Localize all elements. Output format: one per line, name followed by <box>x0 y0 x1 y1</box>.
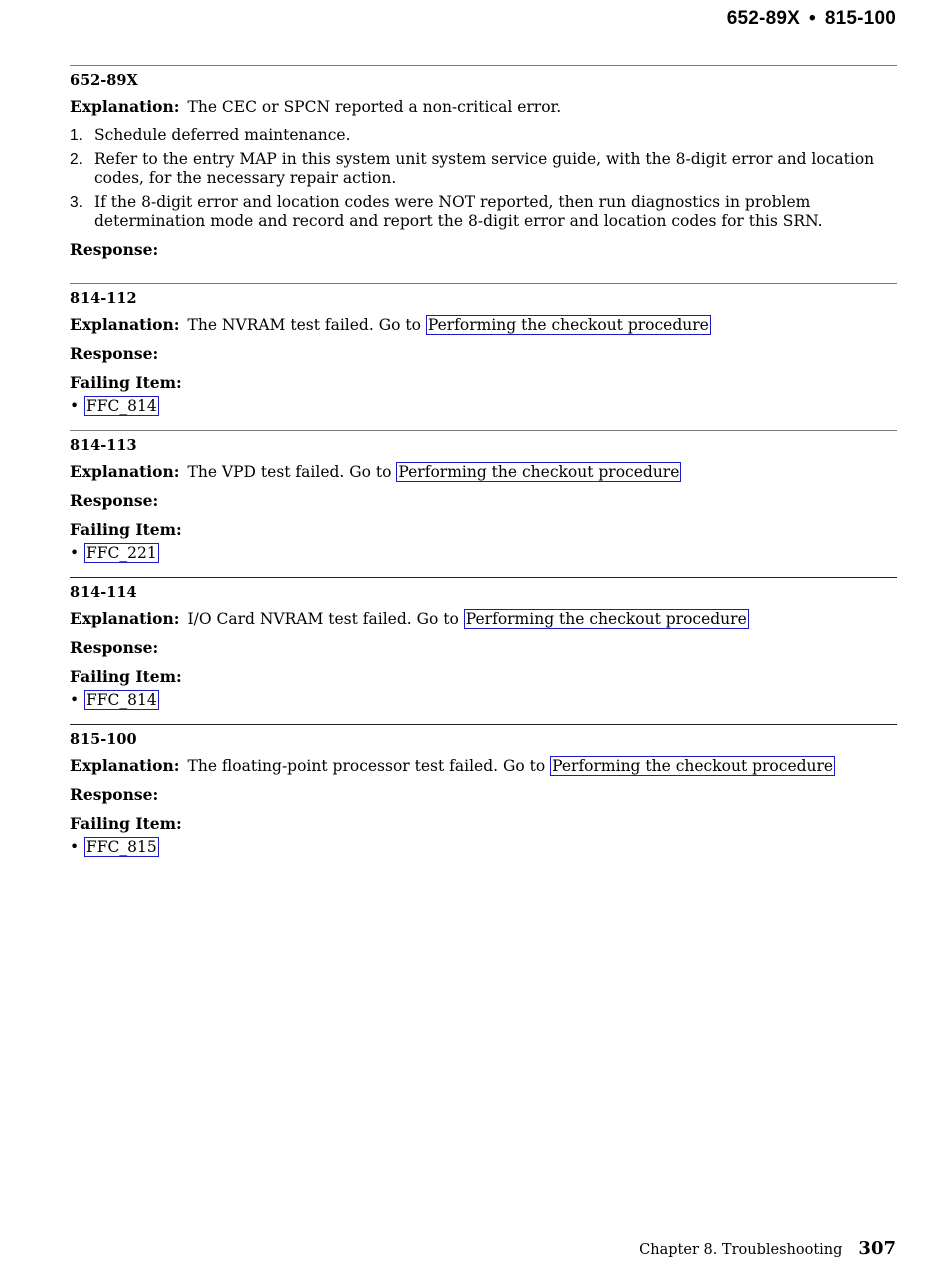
step-number: 1. <box>70 127 83 144</box>
explanation-text: I/O Card NVRAM test failed. Go to <box>187 610 459 628</box>
explanation-text: The CEC or SPCN reported a non-critical error. <box>187 98 562 116</box>
failing-item <box>70 690 897 710</box>
explanation-label: Explanation: <box>70 756 180 775</box>
failing-item <box>70 396 897 416</box>
header-last-code: 815-100 <box>824 8 896 29</box>
step-text: Refer to the entry MAP in this system unit system service guide, with the 8-digit error and location codes, for the necessary repair action. <box>94 150 875 187</box>
explanation-label: Explanation: <box>70 97 180 116</box>
srn-list <box>70 65 897 871</box>
step-item <box>70 150 897 188</box>
failing-item-label: Failing Item: <box>70 814 182 833</box>
srn-entry-814-112 <box>70 283 897 430</box>
explanation-label: Explanation: <box>70 315 180 334</box>
failing-item <box>70 543 897 563</box>
failing-item <box>70 837 897 857</box>
bullet: • <box>70 397 80 415</box>
step-number: 3. <box>70 194 83 211</box>
ffc-link[interactable]: FFC_221 <box>86 544 157 562</box>
failing-item-label: Failing Item: <box>70 667 182 686</box>
chapter-title: Chapter 8. Troubleshooting <box>639 1242 843 1258</box>
header-separator: • <box>809 8 816 29</box>
explanation-label: Explanation: <box>70 609 180 628</box>
srn-code: 814-113 <box>70 437 137 454</box>
action-steps <box>70 126 897 231</box>
response-label: Response: <box>70 344 159 363</box>
srn-code: 652-89X <box>70 72 138 89</box>
explanation <box>70 462 897 482</box>
bullet: • <box>70 544 80 562</box>
srn-entry-814-114 <box>70 577 897 724</box>
explanation <box>70 97 897 117</box>
srn-entry-814-113 <box>70 430 897 577</box>
page-footer <box>639 1238 896 1259</box>
checkout-procedure-link[interactable]: Performing the checkout procedure <box>552 757 834 775</box>
step-text: Schedule deferred maintenance. <box>94 126 351 144</box>
explanation <box>70 315 897 335</box>
step-item <box>70 193 897 231</box>
explanation <box>70 756 897 776</box>
explanation-text: The NVRAM test failed. Go to <box>187 316 421 334</box>
explanation <box>70 609 897 629</box>
srn-entry-815-100 <box>70 724 897 871</box>
ffc-link[interactable]: FFC_814 <box>86 397 157 415</box>
srn-code: 815-100 <box>70 731 137 748</box>
checkout-procedure-link[interactable]: Performing the checkout procedure <box>398 463 680 481</box>
response-label: Response: <box>70 240 159 259</box>
bullet: • <box>70 691 80 709</box>
explanation-label: Explanation: <box>70 462 180 481</box>
response-label: Response: <box>70 785 159 804</box>
explanation-text: The floating-point processor test failed. Go to <box>187 757 546 775</box>
srn-code: 814-112 <box>70 290 137 307</box>
failing-items <box>70 837 897 857</box>
step-item <box>70 126 897 145</box>
running-header <box>727 8 896 30</box>
ffc-link[interactable]: FFC_815 <box>86 838 157 856</box>
bullet: • <box>70 838 80 856</box>
checkout-procedure-link[interactable]: Performing the checkout procedure <box>427 316 709 334</box>
response-label: Response: <box>70 491 159 510</box>
failing-item-label: Failing Item: <box>70 520 182 539</box>
explanation-text: The VPD test failed. Go to <box>187 463 392 481</box>
checkout-procedure-link[interactable]: Performing the checkout procedure <box>465 610 747 628</box>
failing-item-label: Failing Item: <box>70 373 182 392</box>
srn-code: 814-114 <box>70 584 137 601</box>
srn-entry-652-89x <box>70 65 897 283</box>
ffc-link[interactable]: FFC_814 <box>86 691 157 709</box>
step-number: 2. <box>70 151 83 168</box>
failing-items <box>70 396 897 416</box>
step-text: If the 8-digit error and location codes were NOT reported, then run diagnostics in problem determination mode and record and report the 8-digit error and location codes for this SRN. <box>94 193 823 230</box>
failing-items <box>70 690 897 710</box>
header-first-code: 652-89X <box>726 8 800 29</box>
response-label: Response: <box>70 638 159 657</box>
page-number: 307 <box>858 1238 896 1259</box>
failing-items <box>70 543 897 563</box>
